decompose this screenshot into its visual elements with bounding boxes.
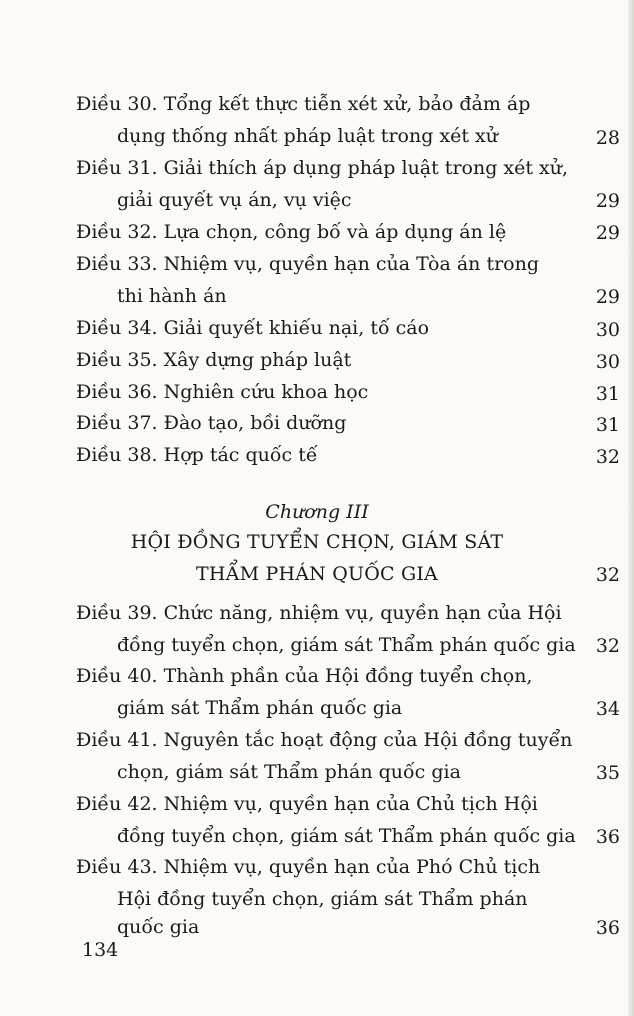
toc-entry-line: đồng tuyển chọn, giám sát Thẩm phán quốc gia [117, 825, 576, 847]
toc-entry-line: giám sát Thẩm phán quốc gia [117, 697, 403, 719]
toc-entry-line: Điều 39. Chức năng, nhiệm vụ, quyền hạn của Hội [76, 602, 562, 624]
toc-entry-line: Điều 32. Lựa chọn, công bố và áp dụng án lệ [76, 221, 507, 243]
toc-entry-line: Điều 35. Xây dựng pháp luật [76, 349, 352, 371]
toc-entry-line: quốc gia [117, 916, 200, 938]
chapter-label: Chương III [265, 501, 369, 523]
toc-entry-line: Điều 37. Đào tạo, bồi dưỡng [76, 412, 347, 434]
toc-entry-line: Điều 43. Nhiệm vụ, quyền hạn của Phó Chủ tịch [76, 856, 541, 878]
toc-page-ref: 36 [595, 917, 620, 939]
toc-entry-line: Điều 40. Thành phần của Hội đồng tuyển chọn, [76, 665, 533, 687]
toc-page-ref: 29 [595, 222, 620, 244]
chapter-page-ref: 32 [595, 564, 620, 586]
toc-page-ref: 30 [595, 319, 620, 341]
chapter-title-line2: THẨM PHÁN QUỐC GIA [196, 563, 438, 585]
page-number: 134 [82, 939, 119, 961]
toc-page-ref: 29 [595, 286, 620, 308]
page-edge-shadow [628, 0, 634, 1016]
toc-entry-line: dụng thống nhất pháp luật trong xét xử [117, 125, 498, 147]
toc-page-ref: 34 [595, 698, 620, 720]
toc-page-ref: 28 [595, 127, 620, 149]
toc-entry-line: Điều 34. Giải quyết khiếu nại, tố cáo [76, 317, 430, 339]
toc-page-ref: 32 [595, 446, 620, 468]
toc-entry-line: Điều 33. Nhiệm vụ, quyền hạn của Tòa án trong [76, 253, 540, 275]
toc-entry-line: Hội đồng tuyển chọn, giám sát Thẩm phán [117, 888, 528, 910]
toc-page-ref: 32 [595, 635, 620, 657]
toc-entry-line: giải quyết vụ án, vụ việc [117, 189, 352, 211]
toc-entry-line: chọn, giám sát Thẩm phán quốc gia [117, 761, 461, 783]
toc-page-ref: 31 [595, 383, 620, 405]
toc-entry-line: Điều 38. Hợp tác quốc tế [76, 444, 318, 466]
toc-page-ref: 30 [595, 351, 620, 373]
toc-entry-line: Điều 41. Nguyên tắc hoạt động của Hội đồng tuyển [76, 729, 573, 751]
toc-entry-line: Điều 30. Tổng kết thực tiễn xét xử, bảo đảm áp [76, 93, 531, 115]
toc-entry-line: Điều 36. Nghiên cứu khoa học [76, 381, 369, 403]
toc-entry-line: Điều 31. Giải thích áp dụng pháp luật trong xét xử, [76, 157, 569, 179]
toc-page-ref: 29 [595, 190, 620, 212]
toc-page-ref: 35 [595, 762, 620, 784]
toc-page-ref: 31 [595, 414, 620, 436]
toc-page-ref: 36 [595, 826, 620, 848]
toc-entry-line: đồng tuyển chọn, giám sát Thẩm phán quốc gia [117, 634, 576, 656]
chapter-title-line1: HỘI ĐỒNG TUYỂN CHỌN, GIÁM SÁT [130, 531, 504, 553]
toc-entry-line: thi hành án [117, 285, 227, 307]
toc-entry-line: Điều 42. Nhiệm vụ, quyền hạn của Chủ tịch Hội [76, 793, 538, 815]
